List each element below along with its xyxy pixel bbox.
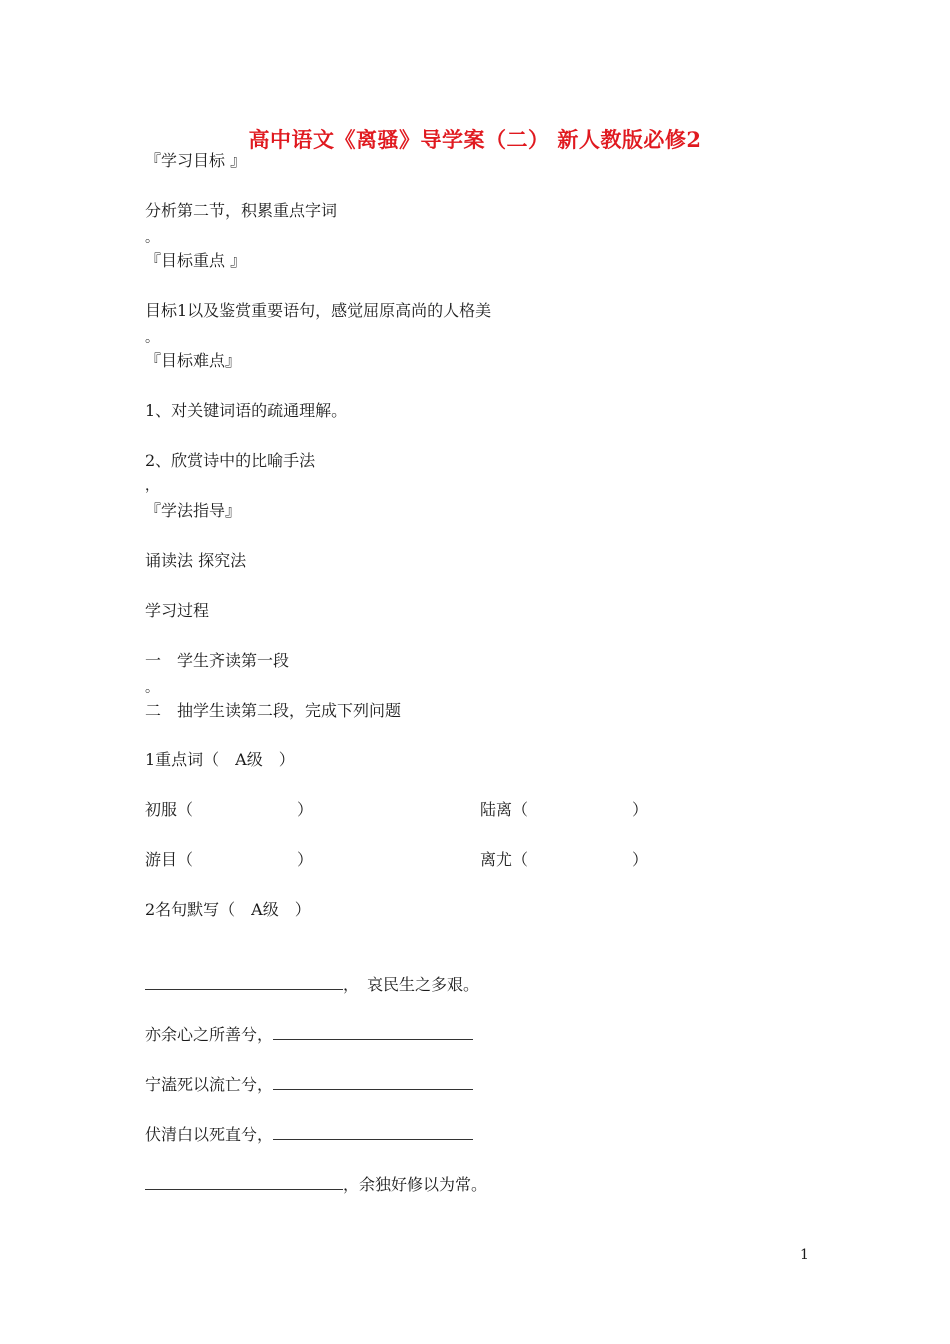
poem-line-4 bbox=[145, 1125, 473, 1145]
difficulty-item-2: 2、欣赏诗中的比喻手法 bbox=[145, 451, 316, 470]
fill-blank[interactable] bbox=[273, 1075, 473, 1090]
fill-blank[interactable] bbox=[273, 1125, 473, 1140]
period-mark: 。 bbox=[145, 230, 159, 246]
heading-difficulties: 『目标难点』 bbox=[145, 351, 242, 370]
page-number: 1 bbox=[800, 1247, 809, 1263]
close-paren: ） bbox=[297, 850, 314, 869]
word-item-chufu bbox=[145, 800, 313, 820]
period-mark: 。 bbox=[145, 680, 159, 696]
method-text: 诵读法 探究法 bbox=[145, 551, 247, 570]
heading-method: 『学法指导』 bbox=[145, 501, 242, 520]
period-mark: 。 bbox=[145, 330, 159, 346]
question-1-label: 1重点词（ A级 ） bbox=[145, 750, 295, 769]
goal-text: 分析第二节，积累重点字词 bbox=[145, 201, 338, 220]
word-label: 初服（ bbox=[145, 800, 194, 819]
poem-line-5 bbox=[145, 1175, 487, 1195]
poem-text: 亦余心之所善兮， bbox=[145, 1025, 274, 1044]
key-points-text: 目标1以及鉴赏重要语句，感觉屈原高尚的人格美 bbox=[145, 301, 492, 320]
comma-mark: ， bbox=[145, 478, 159, 494]
poem-text: ，余独好修以为常。 bbox=[343, 1175, 488, 1194]
word-item-youmu bbox=[145, 850, 313, 870]
step-1: 一 学生齐读第一段 bbox=[145, 651, 290, 670]
poem-line-3 bbox=[145, 1075, 473, 1095]
word-label: 离尤（ bbox=[480, 850, 529, 869]
word-label: 陆离（ bbox=[480, 800, 529, 819]
fill-blank[interactable] bbox=[145, 975, 343, 990]
difficulty-item-1: 1、对关键词语的疏通理解。 bbox=[145, 401, 348, 420]
process-label: 学习过程 bbox=[145, 601, 210, 620]
step-2: 二 抽学生读第二段，完成下列问题 bbox=[145, 701, 402, 720]
poem-line-1 bbox=[145, 975, 479, 995]
question-2-label: 2名句默写（ A级 ） bbox=[145, 900, 311, 919]
word-item-liyou bbox=[480, 850, 648, 870]
poem-line-2 bbox=[145, 1025, 473, 1045]
close-paren: ） bbox=[297, 800, 314, 819]
document-title: 高中语文《离骚》导学案（二） 新人教版必修2 bbox=[248, 127, 702, 152]
fill-blank[interactable] bbox=[145, 1175, 343, 1190]
close-paren: ） bbox=[632, 800, 649, 819]
poem-text: ， 哀民生之多艰。 bbox=[343, 975, 480, 994]
heading-key-points: 『目标重点 』 bbox=[145, 251, 247, 270]
fill-blank[interactable] bbox=[273, 1025, 473, 1040]
word-label: 游目（ bbox=[145, 850, 194, 869]
poem-text: 伏清白以死直兮， bbox=[145, 1125, 274, 1144]
heading-learning-goal: 『学习目标 』 bbox=[145, 151, 247, 170]
poem-text: 宁溘死以流亡兮， bbox=[145, 1075, 274, 1094]
word-item-luli bbox=[480, 800, 648, 820]
close-paren: ） bbox=[632, 850, 649, 869]
